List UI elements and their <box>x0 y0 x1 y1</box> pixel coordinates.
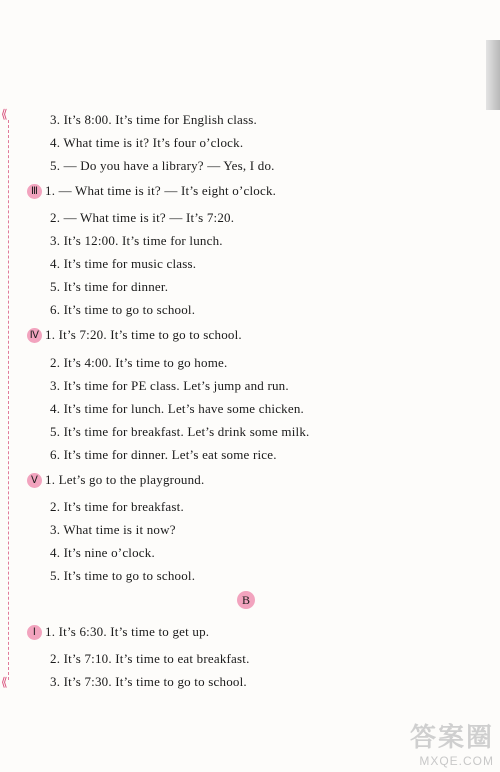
watermark <box>410 717 494 768</box>
answer-line <box>27 183 276 199</box>
answer-text: 5. It’s time for breakfast. Let’s drink some milk. <box>50 424 310 439</box>
answer-line <box>50 378 289 394</box>
answer-line <box>50 401 304 417</box>
answer-text: 4. It’s time for music class. <box>50 256 197 271</box>
chevron-top-icon: ⟪ <box>1 107 8 121</box>
answer-line <box>50 447 277 463</box>
answer-text: 3. It’s time for PE class. Let’s jump and run. <box>50 378 289 393</box>
answer-line <box>50 112 257 128</box>
answer-line <box>27 624 209 640</box>
answer-line <box>50 568 195 584</box>
answer-line <box>50 424 309 440</box>
answer-line <box>50 233 223 249</box>
answer-text: 3. What time is it now? <box>50 522 176 537</box>
chevron-bottom-icon: ⟪ <box>1 675 8 689</box>
answer-text: 2. — What time is it? — It’s 7:20. <box>50 210 235 225</box>
answer-line <box>50 279 168 295</box>
section-b-badge: B <box>237 591 255 609</box>
answer-text: 5. It’s time to go to school. <box>50 568 196 583</box>
answer-text: 1. Let’s go to the playground. <box>45 472 205 487</box>
answer-line <box>50 545 155 561</box>
answer-line <box>50 210 234 226</box>
answer-text: 2. It’s time for breakfast. <box>50 499 184 514</box>
answer-text: 2. It’s 7:10. It’s time to eat breakfast. <box>50 651 250 666</box>
answer-text: 3. It’s 7:30. It’s time to go to school. <box>50 674 247 689</box>
answer-text: 6. It’s time to go to school. <box>50 302 196 317</box>
answer-text: 1. It’s 7:20. It’s time to go to school. <box>45 327 242 342</box>
margin-dashed-line <box>8 120 9 680</box>
answer-text: 6. It’s time for dinner. Let’s eat some rice. <box>50 447 277 462</box>
answer-text: 1. — What time is it? — It’s eight o’clock. <box>45 183 277 198</box>
answer-text: 4. It’s time for lunch. Let’s have some chicken. <box>50 401 305 416</box>
section-number-badge: Ⅰ <box>27 625 42 640</box>
answer-text: 5. — Do you have a library? — Yes, I do. <box>50 158 275 173</box>
answer-line <box>50 355 227 371</box>
section-number-badge: Ⅲ <box>27 184 42 199</box>
answer-text: 2. It’s 4:00. It’s time to go home. <box>50 355 228 370</box>
watermark-url: MXQE.COM <box>419 754 494 768</box>
section-number-badge: Ⅳ <box>27 328 42 343</box>
answer-text: 5. It’s time for dinner. <box>50 279 169 294</box>
answer-line <box>27 327 242 343</box>
answer-line <box>50 256 196 272</box>
answer-line <box>50 158 275 174</box>
watermark-logo: 答案圈 <box>409 722 494 752</box>
answer-text: 3. It’s 8:00. It’s time for English class. <box>50 112 257 127</box>
answer-line <box>50 135 243 151</box>
answer-text: 1. It’s 6:30. It’s time to get up. <box>45 624 210 639</box>
answer-line <box>27 472 204 488</box>
answer-line <box>50 499 184 515</box>
answer-text: 3. It’s 12:00. It’s time for lunch. <box>50 233 223 248</box>
answer-text: 4. It’s nine o’clock. <box>50 545 155 560</box>
answer-line <box>50 651 250 667</box>
answer-line <box>50 674 247 690</box>
section-number-badge: Ⅴ <box>27 473 42 488</box>
answer-line <box>50 522 176 538</box>
answer-line <box>50 302 195 318</box>
page-edge-decoration <box>486 40 500 110</box>
answer-text: 4. What time is it? It’s four o’clock. <box>50 135 244 150</box>
